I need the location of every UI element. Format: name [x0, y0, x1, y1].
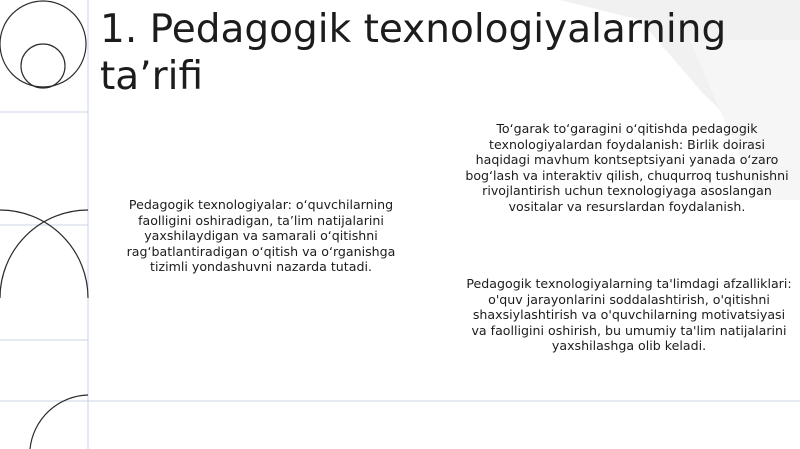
usage-paragraph: To‘garak to‘garagini o‘qitishda pedagogik texnologiyalardan foydalanish: Birlik doirasi haqidagi mavhum kontseptsiyani yanada o‘zaro bog‘lash va interaktiv qilish, chuqurroq tushunishni rivojlantirish uchun texnologiyaga asoslangan vositalar va resurslardan foydalanish. — [465, 121, 789, 214]
decor-arc-left — [0, 210, 88, 298]
definition-paragraph: Pedagogik texnologiyalar: o‘quvchilarning faolligini oshiradigan, ta’lim natijalarini yaxshilaydigan va samarali o‘qitishni rag‘batlantiradigan o‘qitish va o‘rganishga tizimli yondashuvni nazarda tutadi. — [126, 197, 396, 274]
decor-arc-right — [0, 210, 88, 298]
advantages-paragraph: Pedagogik texnologiyalarning ta'limdagi afzalliklari: o'quv jarayonlarini soddalashtirish, o'qitishni shaxsiylashtirish va o'quvchilarning motivatsiyasi va faolligini oshirish, bu umumiy ta'lim natijalarini yaxshilashga olib keladi. — [466, 276, 792, 353]
slide-title: 1. Pedagogik texnologiyalarning ta’rifi — [100, 7, 727, 99]
decor-arc-bottom — [30, 395, 88, 449]
decor-circle-small — [21, 44, 65, 88]
